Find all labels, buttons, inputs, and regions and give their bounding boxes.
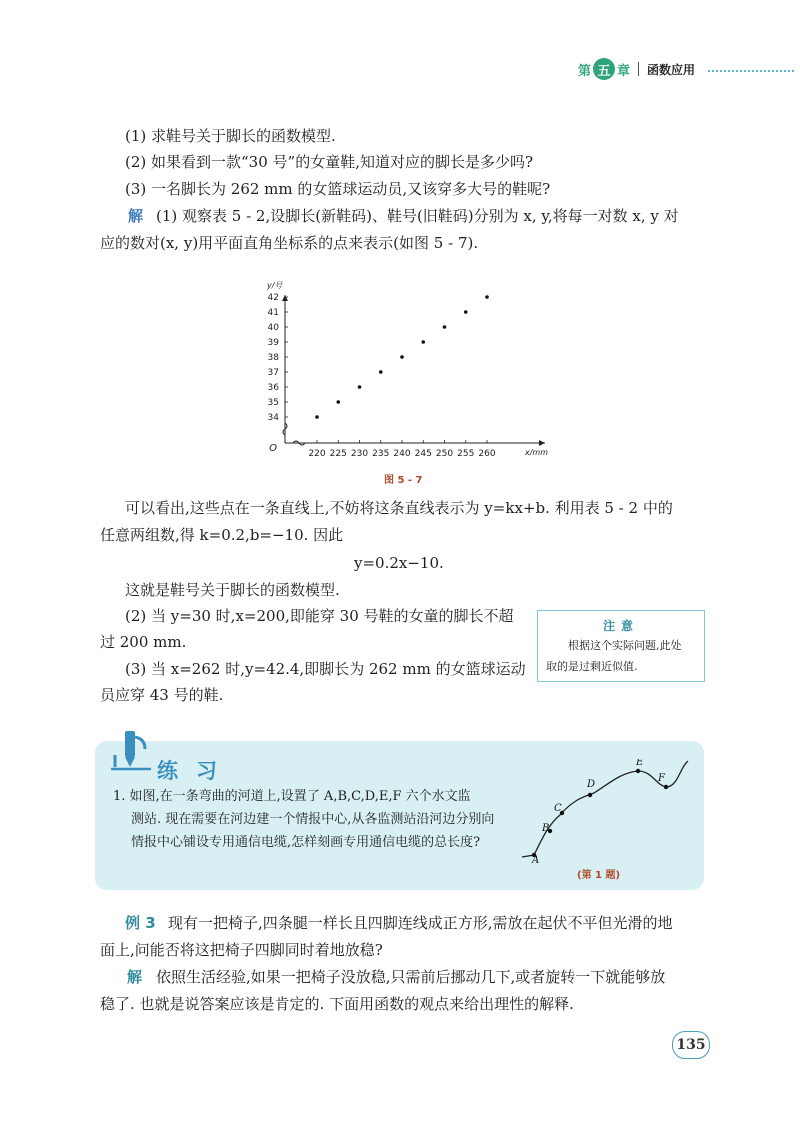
y-tick-label: 42 [267, 293, 279, 303]
y-tick-label: 35 [267, 398, 279, 408]
solution-line-2: 应的数对(x, y)用平面直角坐标系的点来表示(如图 5 - 7). [100, 234, 479, 252]
data-point [421, 340, 425, 344]
y-tick-label: 34 [267, 413, 279, 423]
example-3-label: 例 3 [125, 914, 156, 932]
note-line-2: 取的是过剩近似值. [546, 660, 638, 673]
station-label-a: A [532, 855, 540, 866]
chapter-prefix: 第 [578, 63, 592, 79]
note-line-1: 根据这个实际问题,此处 [568, 639, 682, 652]
pencil-hand-icon [107, 729, 157, 775]
x-tick-label: 240 [393, 449, 411, 459]
solution-line-1: (1) 观察表 5 - 2,设脚长(新鞋码)、鞋号(旧鞋码)分别为 x, y,将每一对数 x, y 对 [156, 207, 679, 225]
chapter-suffix: 章 [617, 63, 631, 79]
data-point [379, 370, 383, 374]
page-number: 135 [672, 1031, 710, 1059]
practice-panel [95, 741, 704, 890]
y-tick-label: 41 [267, 308, 279, 318]
station-points [531, 759, 668, 866]
answer-3-line-2: 员应穿 43 号的鞋. [100, 686, 224, 704]
solution-3-line-2: 稳了. 也就是说答案应该是肯定的. 下面用函数的观点来给出理性的解释. [100, 995, 574, 1013]
y-tick-label: 39 [267, 338, 279, 348]
station-label-d: D [587, 779, 596, 790]
exercise-line-3: 情报中心铺设专用通信电缆,怎样刻画专用通信电缆的总长度? [131, 835, 481, 850]
y-axis-label: y/号 [267, 281, 283, 290]
question-2: (2) 如果看到一款“30 号”的女童鞋,知道对应的脚长是多少吗? [125, 153, 534, 171]
exercise-line-1: 1. 如图,在一条弯曲的河道上,设置了 A,B,C,D,E,F 六个水文监 [113, 789, 471, 804]
data-point [485, 295, 489, 299]
header-divider [638, 62, 639, 76]
data-point [443, 325, 447, 329]
x-tick-label: 225 [329, 449, 347, 459]
solution-3-label: 解 [127, 968, 143, 986]
analysis-line-2: 任意两组数,得 k=0.2,b=−10. 因此 [100, 526, 344, 544]
y-tick-label: 37 [267, 368, 279, 378]
x-tick-label: 220 [308, 449, 326, 459]
station-point-d [588, 793, 592, 797]
x-axis-label: x/mm [525, 448, 549, 457]
x-tick-label: 260 [478, 449, 496, 459]
station-label-f: F [658, 773, 665, 784]
question-1: (1) 求鞋号关于脚长的函数模型. [125, 127, 336, 145]
data-point [400, 355, 404, 359]
chapter-header [578, 58, 695, 80]
exercise-figure-caption: (第 1 题) [577, 870, 621, 881]
x-tick-label: 230 [350, 449, 369, 459]
question-3: (3) 一名脚长为 262 mm 的女篮球运动员,又该穿多大号的鞋呢? [125, 180, 551, 198]
exercise-line-2: 测站. 现在需要在河边建一个情报中心,从各监测站沿河边分别向 [131, 812, 495, 827]
x-tick-label: 235 [372, 449, 390, 459]
y-axis-arrow [282, 295, 288, 301]
station-label-e: E [636, 759, 644, 768]
y-tick-label: 36 [267, 383, 279, 393]
analysis-line-3: 这就是鞋号关于脚长的函数模型. [125, 581, 340, 599]
station-label-b: B [542, 823, 550, 834]
formula: y=0.2x−10. [354, 554, 444, 572]
river-stations-diagram [520, 759, 700, 867]
origin-label: O [269, 443, 277, 454]
answer-3-line-1: (3) 当 x=262 时,y=42.4,即脚长为 262 mm 的女篮球运动 [125, 660, 526, 678]
shoe-size-scatter-chart [255, 275, 555, 465]
solution-label: 解 [128, 207, 144, 225]
answer-2-line-2: 过 200 mm. [100, 633, 187, 651]
station-label-c: C [554, 803, 562, 814]
data-point [464, 310, 468, 314]
x-axis-arrow [539, 440, 545, 446]
x-tick-label: 255 [457, 449, 475, 459]
example-3-line-1: 现有一把椅子,四条腿一样长且四脚连线成正方形,需放在起伏不平但光滑的地 [168, 914, 673, 932]
y-tick-label: 40 [267, 323, 279, 333]
example-3-line-2: 面上,问能否将这把椅子四脚同时着地放稳? [100, 941, 383, 959]
note-box [537, 610, 705, 682]
practice-title: 练习 [157, 759, 235, 783]
note-title: 注意 [602, 619, 639, 633]
solution-3-line-1: 依照生活经验,如果一把椅子没放稳,只需前后挪动几下,或者旋转一下就能够放 [156, 968, 666, 986]
answer-2-line-1: (2) 当 y=30 时,x=200,即能穿 30 号鞋的女童的脚长不超 [125, 607, 514, 625]
station-point-f [664, 785, 668, 789]
chapter-number-badge: 五 [593, 58, 615, 80]
analysis-line-1: 可以看出,这些点在一条直线上,不妨将这条直线表示为 y=kx+b. 利用表 5 - 2 中的 [125, 499, 673, 517]
station-point-e [636, 769, 640, 773]
header-dotted-rule [708, 70, 794, 72]
figure-caption: 图 5 - 7 [384, 475, 423, 486]
data-point [358, 385, 362, 389]
data-point [315, 415, 319, 419]
x-tick-label: 245 [414, 449, 432, 459]
data-point [336, 400, 340, 404]
x-tick-label: 250 [435, 449, 454, 459]
y-tick-label: 38 [267, 353, 279, 363]
chapter-title: 函数应用 [647, 62, 696, 77]
